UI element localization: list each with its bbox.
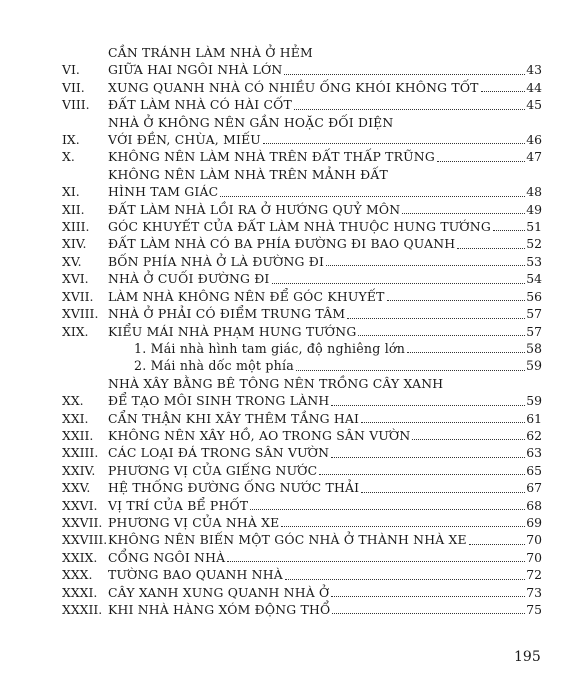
toc-entry-line <box>108 479 542 496</box>
toc-entry-title: GÓC KHUYẾT CỦA ĐẤT LÀM NHÀ THUỘC HUNG TƯỚNG <box>108 219 491 235</box>
toc-entry <box>62 218 542 235</box>
toc-entry-page: 59 <box>526 393 542 409</box>
toc-entry <box>62 288 542 305</box>
toc-entry-line <box>108 427 542 444</box>
toc-entry-body <box>108 566 542 583</box>
dot-leader <box>284 74 525 75</box>
toc-entry-line <box>108 79 542 96</box>
toc-entry-body <box>108 218 542 235</box>
toc-entry-number: XXIII. <box>62 445 99 461</box>
toc-entry-body <box>108 497 542 514</box>
toc-subentry <box>62 340 542 357</box>
dot-leader <box>272 283 526 284</box>
dot-leader <box>412 439 525 440</box>
toc-entry-body <box>108 270 542 287</box>
toc-entry-title: NHÀ Ở KHÔNG NÊN GẦN HOẶC ĐỐI DIỆN <box>108 114 394 130</box>
toc-entry <box>62 305 542 322</box>
toc-entry-body <box>108 427 542 444</box>
dot-leader <box>331 405 525 406</box>
toc-entry-body <box>108 357 542 374</box>
toc-subentry <box>62 357 542 374</box>
toc-entry <box>62 514 542 531</box>
toc-entry-page: 73 <box>526 584 542 600</box>
toc-entry-line <box>108 566 542 583</box>
toc-entry-page: 62 <box>526 427 542 443</box>
toc-entry-body <box>108 584 542 601</box>
toc-entry-number: IX. <box>62 132 80 148</box>
toc-entry-line <box>108 253 542 270</box>
page-number: 195 <box>514 649 541 665</box>
toc-entry <box>62 148 542 165</box>
dot-leader <box>294 109 525 110</box>
toc-entry-body <box>108 166 542 201</box>
toc-entry <box>62 479 542 496</box>
toc-entry <box>62 270 542 287</box>
toc-entry-line <box>108 218 542 235</box>
dot-leader <box>437 161 525 162</box>
toc-entry-line <box>108 410 542 427</box>
toc-entry-number: XVIII. <box>62 306 99 322</box>
toc-entry-number: XIII. <box>62 219 90 235</box>
toc-entry-line <box>108 549 542 566</box>
toc-entry-number: XII. <box>62 201 85 217</box>
toc-entry-body <box>108 479 542 496</box>
toc-entry-page: 54 <box>526 271 542 287</box>
toc-entry-body <box>108 305 542 322</box>
toc-entry-title: CẦN TRÁNH LÀM NHÀ Ở HẺM <box>108 45 313 60</box>
toc-entry-line <box>134 357 542 374</box>
toc-entry-number: XXII. <box>62 427 94 443</box>
toc-entry-body <box>108 462 542 479</box>
toc-entry <box>62 114 542 149</box>
toc-entry-body <box>108 79 542 96</box>
toc-entry-title: ĐẤT LÀM NHÀ CÓ BA PHÍA ĐƯỜNG ĐI BAO QUANH <box>108 236 456 252</box>
toc-entry-number: XXIV. <box>62 462 96 478</box>
dot-leader <box>281 526 525 527</box>
toc-entry-number: XIX. <box>62 323 89 339</box>
toc-entry-page: 57 <box>526 306 542 322</box>
dot-leader <box>387 300 526 301</box>
toc-entry-page: 58 <box>525 340 542 356</box>
toc-entry-number: XXXI. <box>62 584 98 600</box>
toc-entry <box>62 566 542 583</box>
toc-entry-line <box>108 444 542 461</box>
toc-entry-page: 69 <box>526 514 542 530</box>
toc-entry-number: XVI. <box>62 271 89 287</box>
toc-entry-line <box>108 305 542 322</box>
dot-leader <box>407 352 525 353</box>
dot-leader <box>285 579 525 580</box>
toc-entry-title: CỔNG NGÔI NHÀ <box>108 549 226 565</box>
toc-entry-number: VII. <box>62 79 85 95</box>
toc-entry <box>62 79 542 96</box>
toc-entry <box>62 96 542 113</box>
dot-leader <box>332 613 525 614</box>
toc-entry-page: 72 <box>526 567 542 583</box>
toc-entry <box>62 584 542 601</box>
toc-entry-title: CÁC LOẠI ĐÁ TRONG SÂN VƯỜN <box>108 445 330 461</box>
toc-entry-line <box>108 183 542 200</box>
toc-entry-number: X. <box>62 149 75 165</box>
toc-entry-number: XX. <box>62 393 84 409</box>
toc-entry-page: 67 <box>526 480 542 496</box>
toc-entry-number: VIII. <box>62 97 90 113</box>
dot-leader <box>402 213 525 214</box>
toc-entry-page: 47 <box>526 149 542 165</box>
toc-entry-number: XXX. <box>62 567 93 583</box>
toc-entry-page: 45 <box>526 97 542 113</box>
toc-entry-title: KHÔNG NÊN LÀM NHÀ TRÊN ĐẤT THẤP TRŨNG <box>108 149 435 165</box>
toc-entry-line <box>108 497 542 514</box>
dot-leader <box>319 474 525 475</box>
dot-leader <box>331 596 525 597</box>
toc-entry-line <box>108 531 542 548</box>
dot-leader <box>326 265 525 266</box>
toc-entry-line <box>108 166 542 183</box>
dot-leader <box>220 196 525 197</box>
toc-entry <box>62 166 542 201</box>
toc-entry-body <box>108 323 542 340</box>
toc-entry-line <box>108 96 542 113</box>
toc-entry <box>62 323 542 340</box>
toc-entry-title: KHÔNG NÊN XÂY HỒ, AO TRONG SÂN VƯỜN <box>108 427 411 443</box>
toc-entry-title: HÌNH TAM GIÁC <box>108 184 219 200</box>
toc-entry-line <box>108 514 542 531</box>
toc-entry-page: 51 <box>526 219 542 235</box>
dot-leader <box>361 492 525 493</box>
toc-entry-title: TƯỜNG BAO QUANH NHÀ <box>108 567 283 583</box>
toc-entry-body <box>108 253 542 270</box>
toc-entry-title: CÂY XANH XUNG QUANH NHÀ Ở <box>108 584 330 600</box>
toc-entry-title: KIỂU MÁI NHÀ PHẠM HUNG TƯỚNG <box>108 323 357 339</box>
toc-entry-body <box>108 114 542 149</box>
toc-entry-page: 65 <box>526 462 542 478</box>
toc-entry <box>62 497 542 514</box>
toc-entry <box>62 462 542 479</box>
dot-leader <box>250 509 525 510</box>
toc-entry-body <box>108 375 542 410</box>
toc-entry-body <box>108 96 542 113</box>
toc-entry-title: ĐỂ TẠO MÔI SINH TRONG LÀNH <box>108 393 330 409</box>
toc-entry-body <box>108 444 542 461</box>
toc-entry-title: NHÀ Ở CUỐI ĐƯỜNG ĐI <box>108 271 270 287</box>
toc-entry-line <box>108 584 542 601</box>
toc-entry-title: KHÔNG NÊN BIẾN MỘT GÓC NHÀ Ở THÀNH NHÀ XE <box>108 532 467 548</box>
toc-entry-title: PHƯƠNG VỊ CỦA GIẾNG NƯỚC <box>108 462 318 478</box>
toc-entry-page: 61 <box>526 410 542 426</box>
toc-entry-line <box>108 201 542 218</box>
toc-entry-page: 68 <box>526 497 542 513</box>
toc-entry-line <box>108 288 542 305</box>
dot-leader <box>331 457 525 458</box>
toc-entry <box>62 253 542 270</box>
toc-entry-title: LÀM NHÀ KHÔNG NÊN ĐỂ GÓC KHUYẾT <box>108 288 385 304</box>
toc-entry-page: 48 <box>526 184 542 200</box>
toc-entry-number: XV. <box>62 253 82 269</box>
toc-entry-line <box>108 235 542 252</box>
toc-entry-body <box>108 340 542 357</box>
toc-entry-line <box>108 323 542 340</box>
toc-entry-title: VỚI ĐỀN, CHÙA, MIẾU <box>108 132 261 148</box>
toc-entry-page: 49 <box>526 201 542 217</box>
toc-entry-line <box>108 44 542 61</box>
toc-entry-line <box>108 392 542 409</box>
toc-entry-title: BỐN PHÍA NHÀ Ở LÀ ĐƯỜNG ĐI <box>108 253 325 269</box>
toc-entry-page: 44 <box>526 79 542 95</box>
toc-entry-body <box>108 531 542 548</box>
toc-entry-line <box>108 601 542 618</box>
toc-entry-line <box>108 270 542 287</box>
toc-entry-number: XXVI. <box>62 497 98 513</box>
dot-leader <box>361 422 525 423</box>
toc-entry-title: HỆ THỐNG ĐƯỜNG ỐNG NƯỚC THẢI <box>108 480 360 496</box>
toc-entry-line <box>108 462 542 479</box>
toc-entry-number: XXVIII. <box>62 532 108 548</box>
toc-entry <box>62 549 542 566</box>
toc-entry-number: XXV. <box>62 480 91 496</box>
toc-entry-title: NHÀ XÂY BẰNG BÊ TÔNG NÊN TRỒNG CÂY XANH <box>108 375 444 391</box>
toc-entry <box>62 201 542 218</box>
toc-entry <box>62 410 542 427</box>
toc-entry-title: CẨN THẬN KHI XÂY THÊM TẦNG HAI <box>108 410 360 426</box>
toc-entry <box>62 375 542 410</box>
toc-entry-body <box>108 288 542 305</box>
toc-entry-page: 57 <box>526 323 542 339</box>
toc-entry-number: XVII. <box>62 288 94 304</box>
dot-leader <box>481 91 526 92</box>
toc-entry-title: GIỮA HAI NGÔI NHÀ LỚN <box>108 62 283 78</box>
toc-entry-number: XXIX. <box>62 549 98 565</box>
dot-leader <box>457 248 525 249</box>
dot-leader <box>263 143 525 144</box>
toc-entry-line <box>134 340 542 357</box>
toc-entry-line <box>108 61 542 78</box>
toc-entry-page: 43 <box>526 62 542 78</box>
toc-entry <box>62 235 542 252</box>
dot-leader <box>296 370 525 371</box>
toc-entry-body <box>108 601 542 618</box>
toc-entry-body <box>108 235 542 252</box>
toc-entry-title: KHI NHÀ HÀNG XÓM ĐỘNG THỔ <box>108 602 331 617</box>
toc-entry-body <box>108 201 542 218</box>
toc-entry-line <box>108 148 542 165</box>
toc-entry-body <box>108 44 542 79</box>
dot-leader <box>227 561 525 562</box>
toc-entry-body <box>108 514 542 531</box>
toc-entry-title: 2. Mái nhà dốc một phía <box>134 358 294 374</box>
toc-entry-line <box>108 131 542 148</box>
toc-entry-page: 70 <box>526 549 542 565</box>
toc-entry-title: NHÀ Ở PHẢI CÓ ĐIỂM TRUNG TÂM <box>108 306 346 322</box>
toc-entry-title: XUNG QUANH NHÀ CÓ NHIỀU ỐNG KHÓI KHÔNG TỐT <box>108 79 479 95</box>
toc-entry-number: XI. <box>62 184 80 200</box>
toc-entry-number: XIV. <box>62 236 87 252</box>
toc-entry-number: VI. <box>62 62 80 78</box>
dot-leader <box>493 230 525 231</box>
toc-entry-title: VỊ TRÍ CỦA BỂ PHỐT <box>108 497 249 513</box>
toc-entry-page: 63 <box>526 445 542 461</box>
dot-leader <box>469 544 525 545</box>
toc-entry-number: XXXII. <box>62 602 103 617</box>
toc-entry-line <box>108 375 542 392</box>
toc-entry-title: KHÔNG NÊN LÀM NHÀ TRÊN MẢNH ĐẤT <box>108 166 388 182</box>
toc-entry-page: 53 <box>526 253 542 269</box>
toc-entry-body <box>108 148 542 165</box>
toc-entry-page: 59 <box>525 358 542 374</box>
toc-entry-page: 46 <box>526 132 542 148</box>
table-of-contents <box>62 44 542 618</box>
toc-entry-number: XXI. <box>62 410 89 426</box>
toc-entry-page: 52 <box>526 236 542 252</box>
toc-entry-page: 70 <box>526 532 542 548</box>
toc-entry-body <box>108 549 542 566</box>
toc-entry-title: 1. Mái nhà hình tam giác, độ nghiêng lớn <box>134 340 406 356</box>
toc-entry-page: 56 <box>526 288 542 304</box>
toc-entry-line <box>108 114 542 131</box>
toc-entry <box>62 601 542 618</box>
toc-entry-title: ĐẤT LÀM NHÀ CÓ HÀI CỐT <box>108 97 292 113</box>
toc-entry-body <box>108 410 542 427</box>
toc-entry <box>62 444 542 461</box>
toc-entry-number: XXVII. <box>62 514 103 530</box>
dot-leader <box>358 335 525 336</box>
toc-entry-title: ĐẤT LÀM NHÀ LỒI RA Ở HƯỚNG QUỶ MÔN <box>108 201 401 217</box>
toc-entry-page: 75 <box>526 602 542 617</box>
toc-entry <box>62 44 542 79</box>
toc-entry <box>62 531 542 548</box>
dot-leader <box>347 318 525 319</box>
toc-entry <box>62 427 542 444</box>
toc-entry-title: PHƯƠNG VỊ CỦA NHÀ XE <box>108 514 280 530</box>
